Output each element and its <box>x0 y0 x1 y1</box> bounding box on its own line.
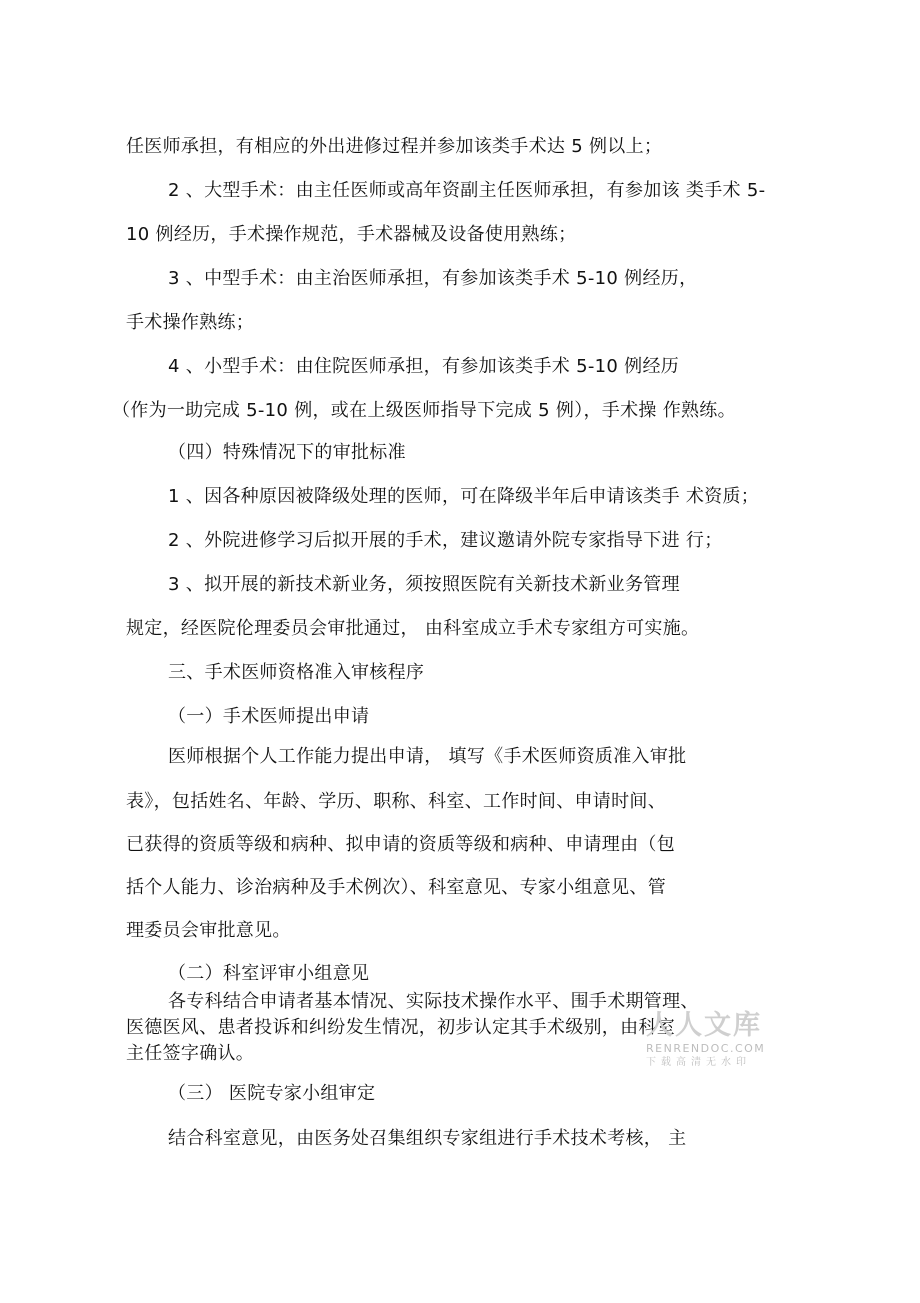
text-line: 2 、外院进修学习后拟开展的手术，建议邀请外院专家指导下进 行； <box>168 530 723 551</box>
section-heading: （四）特殊情况下的审批标准 <box>168 442 406 463</box>
subsection-heading: （一）手术医师提出申请 <box>168 706 370 727</box>
text-line: 任医师承担，有相应的外出进修过程并参加该类手术达 5 例以上； <box>126 136 663 157</box>
watermark-url: RENRENDOC.COM <box>646 1042 766 1055</box>
text-line: 4 、小型手术：由住院医师承担，有参加该类手术 5-10 例经历 <box>168 356 680 377</box>
text-line: 表》，包括姓名、年龄、学历、职称、科室、工作时间、申请时间、 <box>126 791 666 812</box>
text-line: 3 、中型手术：由主治医师承担，有参加该类手术 5-10 例经历， <box>168 268 698 289</box>
text-line: （作为一助完成 5-10 例，或在上级医师指导下完成 5 例），手术操 作熟练。 <box>112 400 736 421</box>
text-line: 10 例经历，手术操作规范，手术器械及设备使用熟练； <box>126 224 577 245</box>
section-heading: 三、手术医师资格准入审核程序 <box>168 662 425 683</box>
text-line: 手术操作熟练； <box>126 312 255 333</box>
subsection-heading: （二）科室评审小组意见 <box>168 963 370 984</box>
text-line: 规定，经医院伦理委员会审批通过， 由科室成立手术专家组方可实施。 <box>126 618 700 639</box>
text-line: 2 、大型手术：由主任医师或高年资副主任医师承担，有参加该 类手术 5- <box>168 180 766 201</box>
text-line: 各专科结合申请者基本情况、实际技术操作水平、围手术期管理、 <box>168 991 699 1012</box>
text-line: 已获得的资质等级和病种、拟申请的资质等级和病种、申请理由（包 <box>126 834 675 855</box>
text-line: 理委员会审批意见。 <box>126 920 291 941</box>
text-line: 1 、因各种原因被降级处理的医师，可在降级半年后申请该类手 术资质； <box>168 486 760 507</box>
text-line: 医德医风、患者投诉和纠纷发生情况，初步认定其手术级别，由科室 <box>126 1017 675 1038</box>
text-line: 3 、拟开展的新技术新业务，须按照医院有关新技术新业务管理 <box>168 574 680 595</box>
subsection-heading: （三） 医院专家小组审定 <box>168 1083 376 1104</box>
text-line: 主任签字确认。 <box>126 1043 255 1064</box>
text-line: 医师根据个人工作能力提出申请， 填写《手术医师资质准入审批 <box>168 746 687 767</box>
text-line: 结合科室意见，由医务处召集组织专家组进行手术技术考核， 主 <box>168 1128 687 1149</box>
watermark-slogan: 下载高清无水印 <box>646 1057 751 1068</box>
text-line: 括个人能力、诊治病种及手术例次）、科室意见、专家小组意见、管 <box>126 877 666 898</box>
watermark <box>646 1010 776 1070</box>
watermark-brand: 人人文库 <box>646 1010 762 1041</box>
